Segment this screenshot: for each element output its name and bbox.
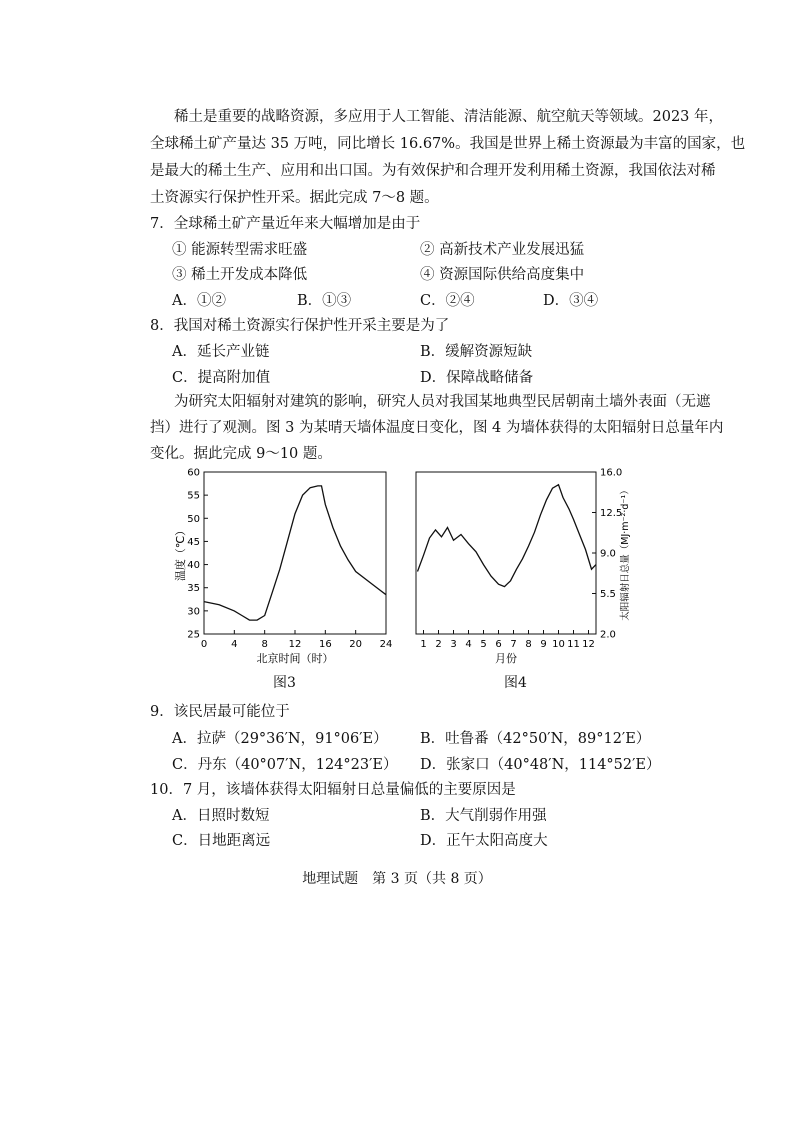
passage2-line-2: 挡）进行了观测。图 3 为某晴天墙体温度日变化，图 4 为墙体获得的太阳辐射日总量年内 [150, 420, 724, 436]
q8-choice-c[interactable]: C．提高附加值 [172, 370, 271, 386]
page-footer: 地理试题 第 3 页（共 8 页） [302, 871, 492, 887]
fig4-x-tick-label: 7 [510, 639, 517, 650]
fig3-x-axis-label: 北京时间（时） [256, 652, 334, 665]
fig3-y-axis-label: 温度（℃） [174, 524, 187, 582]
q8-choice-b[interactable]: B．缓解资源短缺 [420, 344, 533, 360]
q9-choice-b[interactable]: B．吐鲁番（42°50′N，89°12′E） [420, 731, 651, 747]
fig4-x-tick-label: 3 [450, 639, 457, 650]
fig3-x-tick-label: 12 [288, 639, 302, 650]
q7-choice-c[interactable]: C．②④ [420, 293, 475, 309]
fig3-y-tick-label: 40 [187, 560, 200, 572]
fig3-y-tick-label: 50 [187, 513, 200, 525]
fig3-y-tick-label: 45 [187, 536, 200, 548]
q7-item-1: ① 能源转型需求旺盛 [172, 242, 308, 258]
fig3-temperature-line [204, 486, 386, 620]
fig4-x-tick-label: 11 [567, 639, 580, 650]
q7-item-2: ② 高新技术产业发展迅猛 [420, 242, 585, 258]
passage1-line-2: 全球稀土矿产量达 35 万吨，同比增长 16.67%。我国是世界上稀土资源最为丰富的国家，也 [150, 136, 746, 152]
fig3-y-tick-label: 30 [187, 606, 200, 618]
fig3-y-tick-label: 55 [187, 490, 200, 502]
fig3-x-tick-label: 8 [261, 639, 268, 650]
q10-choice-c[interactable]: C．日地距离远 [172, 833, 271, 849]
q9-choice-c[interactable]: C．丹东（40°07′N，124°23′E） [172, 757, 398, 773]
fig4-x-tick-label: 2 [435, 639, 442, 650]
q8-choice-a[interactable]: A．延长产业链 [172, 344, 270, 360]
q9-choice-a[interactable]: A．拉萨（29°36′N，91°06′E） [172, 731, 388, 747]
fig3-y-tick-label: 25 [187, 629, 200, 641]
fig4-y-tick-label: 16.0 [600, 467, 623, 479]
passage1-line-4: 土资源实行保护性开采。据此完成 7～8 题。 [150, 190, 439, 206]
fig3-x-tick-label: 0 [200, 639, 208, 650]
q9-choice-d[interactable]: D．张家口（40°48′N，114°52′E） [420, 757, 661, 773]
fig3-y-tick-label: 60 [187, 467, 200, 479]
figure-3-chart [170, 462, 400, 667]
fig4-plot-frame [416, 472, 596, 634]
fig4-x-tick-label: 9 [540, 639, 547, 650]
passage2-line-1: 为研究太阳辐射对建筑的影响，研究人员对我国某地典型民居朝南土墙外表面（无遮 [174, 394, 711, 410]
fig4-x-tick-label: 10 [552, 639, 565, 650]
q7-item-3: ③ 稀土开发成本降低 [172, 267, 308, 283]
q10-choice-a[interactable]: A．日照时数短 [172, 808, 270, 824]
q8-choice-d[interactable]: D．保障战略储备 [420, 370, 534, 386]
q10-choice-b[interactable]: B．大气削弱作用强 [420, 808, 547, 824]
fig3-x-tick-label: 20 [349, 639, 363, 650]
passage2-line-3: 变化。据此完成 9～10 题。 [150, 446, 332, 462]
passage1-line-1: 稀土是重要的战略资源，多应用于人工智能、清洁能源、航空航天等领域。2023 年， [174, 109, 724, 125]
q7-choice-b[interactable]: B．①③ [297, 293, 352, 309]
q7-item-4: ④ 资源国际供给高度集中 [420, 267, 585, 283]
fig3-x-tick-label: 4 [231, 639, 238, 650]
passage1-line-3: 是最大的稀土生产、应用和出口国。为有效保护和合理开发利用稀土资源，我国依法对稀 [150, 163, 716, 179]
figure-4-caption: 图4 [504, 675, 527, 691]
fig4-x-tick-label: 6 [495, 639, 502, 650]
q10-stem: 10．7 月，该墙体获得太阳辐射日总量偏低的主要原因是 [150, 782, 516, 798]
q10-choice-d[interactable]: D．正午太阳高度大 [420, 833, 548, 849]
fig4-x-tick-label: 12 [582, 639, 595, 650]
fig4-radiation-line [418, 485, 597, 587]
fig3-y-tick-label: 35 [187, 583, 200, 595]
figure-4-chart [400, 462, 640, 667]
q7-choice-d[interactable]: D．③④ [543, 293, 599, 309]
fig4-y-tick-label: 12.5 [600, 508, 623, 519]
fig4-x-tick-label: 4 [465, 639, 472, 650]
q8-stem: 8．我国对稀土资源实行保护性开采主要是为了 [150, 318, 450, 334]
fig4-y-axis-label: 太阳辐射日总量（MJ·m⁻²·d⁻¹） [620, 485, 631, 621]
fig4-y-tick-label: 5.5 [600, 589, 616, 600]
figure-3-caption: 图3 [273, 675, 296, 691]
fig3-x-tick-label: 24 [379, 639, 393, 650]
fig4-y-tick-label: 9.0 [600, 548, 616, 560]
q7-choice-a[interactable]: A．①② [172, 293, 226, 309]
fig4-y-tick-label: 2.0 [600, 629, 616, 641]
q7-stem: 7．全球稀土矿产量近年来大幅增加是由于 [150, 216, 421, 232]
fig4-x-tick-label: 1 [420, 639, 427, 650]
fig4-x-tick-label: 5 [480, 639, 487, 650]
fig4-x-tick-label: 8 [525, 639, 532, 650]
q9-stem: 9．该民居最可能位于 [150, 704, 290, 720]
fig4-x-axis-label: 月份 [495, 652, 517, 665]
fig3-x-tick-label: 16 [318, 639, 332, 650]
